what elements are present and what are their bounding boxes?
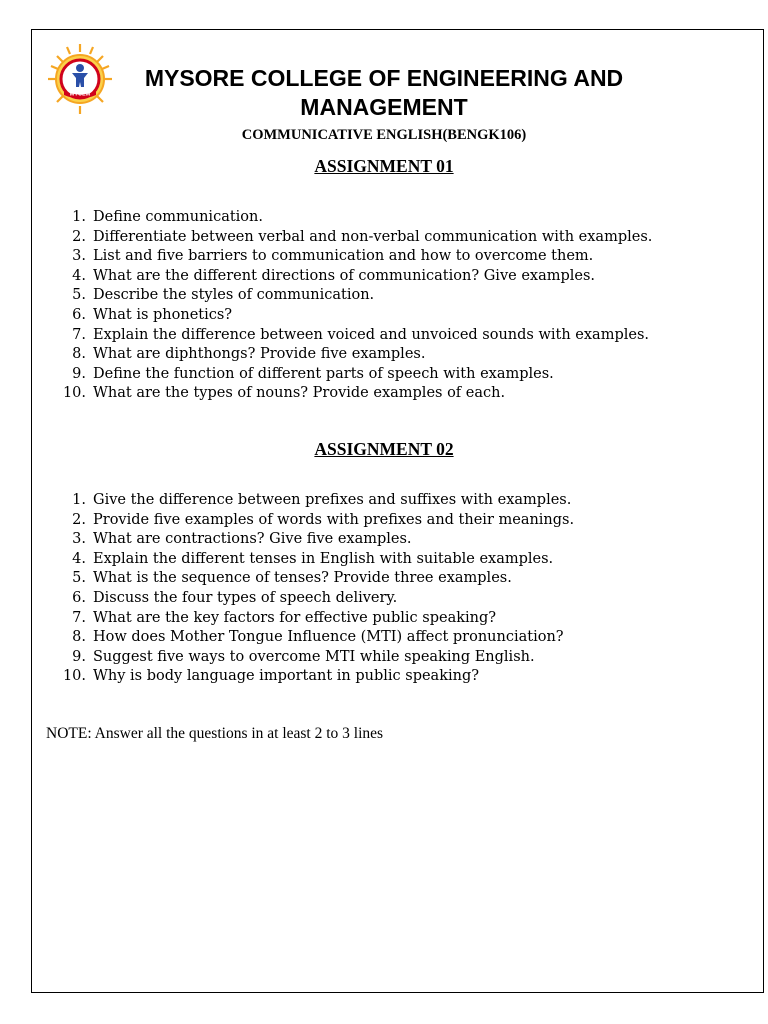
question-number: 4. — [72, 550, 86, 567]
question-number: 4. — [72, 267, 86, 284]
list-item — [0, 667, 574, 687]
question-text: How does Mother Tongue Influence (MTI) affect pronunciation? — [93, 629, 564, 646]
question-number: 9. — [72, 648, 86, 665]
question-number: 6. — [72, 306, 86, 323]
question-number: 3. — [72, 248, 86, 265]
list-item — [0, 228, 652, 248]
question-text: What are the types of nouns? Provide examples of each. — [93, 385, 506, 402]
question-text: Why is body language important in public speaking? — [93, 668, 480, 685]
question-text: What is the sequence of tenses? Provide three examples. — [93, 570, 512, 587]
assignment-1-questions — [0, 208, 652, 404]
question-number: 2. — [72, 511, 86, 528]
question-text: Differentiate between verbal and non-verbal communication with examples. — [93, 228, 653, 245]
list-item — [0, 569, 574, 589]
question-text: Define communication. — [93, 209, 263, 225]
list-item — [0, 326, 652, 346]
list-item — [0, 247, 652, 267]
question-text: Suggest five ways to overcome MTI while speaking English. — [93, 648, 535, 665]
question-number: 1. — [72, 209, 86, 225]
assignment-2-heading: ASSIGNMENT 02 — [314, 439, 454, 459]
question-number: 6. — [72, 589, 86, 606]
question-text: What are the different directions of communication? Give examples. — [93, 267, 596, 284]
note-text: NOTE: Answer all the questions in at least 2 to 3 lines — [46, 725, 384, 742]
assignment-1-heading: ASSIGNMENT 01 — [314, 156, 454, 176]
list-item — [0, 208, 652, 228]
question-number: 3. — [72, 531, 86, 548]
question-text: Define the function of different parts of speech with examples. — [93, 365, 554, 382]
question-number: 9. — [72, 365, 86, 382]
question-text: Describe the styles of communication. — [93, 287, 375, 304]
question-text: What is phonetics? — [93, 306, 233, 323]
list-item — [0, 306, 652, 326]
question-text: What are diphthongs? Provide five examples. — [93, 346, 426, 363]
list-item — [0, 628, 574, 648]
question-text: Provide five examples of words with prefixes and their meanings. — [93, 511, 575, 528]
course-subtitle: COMMUNICATIVE ENGLISH(BENGK106) — [241, 127, 527, 143]
question-text: Discuss the four types of speech delivery. — [93, 589, 398, 606]
question-number: 2. — [72, 228, 86, 245]
question-number: 5. — [72, 287, 86, 304]
list-item — [0, 609, 574, 629]
question-text: Give the difference between prefixes and suffixes with examples. — [93, 492, 572, 508]
list-item — [0, 589, 574, 609]
list-item — [0, 530, 574, 550]
list-item — [0, 286, 652, 306]
list-item — [0, 648, 574, 668]
question-text: Explain the difference between voiced and unvoiced sounds with examples. — [93, 326, 650, 343]
list-item — [0, 267, 652, 287]
question-number: 7. — [72, 609, 86, 626]
list-item — [0, 384, 652, 404]
question-number: 8. — [72, 629, 86, 646]
list-item — [0, 365, 652, 385]
question-number: 1. — [72, 492, 86, 508]
question-number: 5. — [72, 570, 86, 587]
list-item — [0, 511, 574, 531]
assignment-2-questions — [0, 491, 574, 687]
question-number: 8. — [72, 346, 86, 363]
list-item — [0, 550, 574, 570]
question-text: What are the key factors for effective public speaking? — [93, 609, 497, 626]
question-number: 10. — [62, 668, 86, 685]
question-text: List and five barriers to communication and how to overcome them. — [93, 248, 594, 265]
logo-text: MYCEM — [69, 91, 91, 98]
list-item — [0, 491, 574, 511]
question-text: What are contractions? Give five examples. — [93, 531, 412, 548]
question-text: Explain the different tenses in English with suitable examples. — [93, 550, 554, 567]
question-number: 10. — [62, 385, 86, 402]
question-number: 7. — [72, 326, 86, 343]
list-item — [0, 345, 652, 365]
page-title: MYSORE COLLEGE OF ENGINEERING AND MANAGEMENT — [144, 65, 624, 120]
